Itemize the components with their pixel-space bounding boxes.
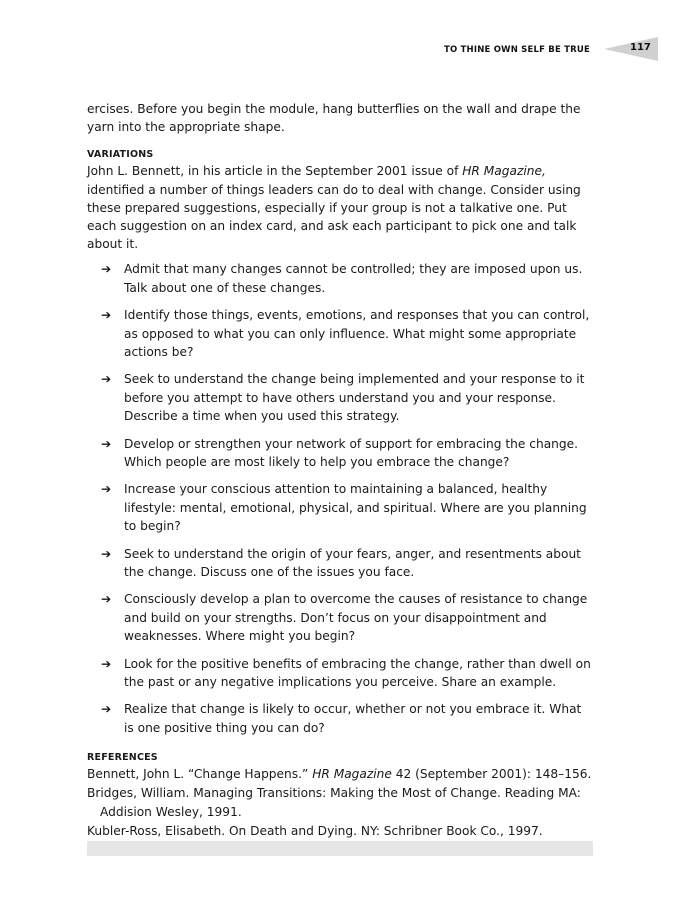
- page-content: [87, 100, 593, 841]
- list-item: [87, 370, 593, 425]
- variations-heading: VARIATIONS: [87, 149, 154, 161]
- list-item: [87, 700, 593, 736]
- list-item-text: Consciously develop a plan to overcome the causes of resistance to change and build on your strengths. Don’t focus on your disappointment and weaknesses. Where might you begin?: [124, 592, 588, 643]
- list-item: [87, 306, 593, 361]
- running-title: TO THINE OWN SELF BE TRUE: [443, 45, 590, 55]
- list-item-text: Realize that change is likely to occur, whether or not you embrace it. What is one positive thing you can do?: [124, 702, 582, 735]
- arrow-icon: ➔: [101, 656, 112, 671]
- suggestions-list: [87, 260, 593, 736]
- variations-text-before: John L. Bennett, in his article in the September 2001 issue of: [87, 164, 463, 179]
- list-item-text: Seek to understand the change being implemented and your response to it before you attempt to have others understand you and your response. Describe a time when you used this strategy.: [124, 372, 585, 423]
- reference-item: Bridges, William. Managing Transitions: Making the Most of Change. Reading MA: Addision Wesley, 1991.: [87, 785, 581, 819]
- footer-bar: [87, 841, 593, 856]
- reference-text: 42 (September 2001): 148–156.: [391, 766, 592, 781]
- arrow-icon: ➔: [101, 436, 112, 451]
- list-item-text: Develop or strengthen your network of support for embracing the change. Which people are most likely to help you embrace the change?: [124, 436, 578, 469]
- variations-paragraph: [87, 162, 593, 253]
- reference-text: Bennett, John L. “Change Happens.”: [87, 766, 313, 781]
- page-header: [0, 37, 678, 63]
- list-item-text: Look for the positive benefits of embracing the change, rather than dwell on the past or any negative implications you perceive. Share an example.: [124, 656, 591, 689]
- arrow-icon: ➔: [101, 262, 112, 277]
- arrow-icon: ➔: [101, 372, 112, 387]
- magazine-title: HR Magazine,: [462, 164, 546, 179]
- arrow-icon: ➔: [101, 702, 112, 717]
- list-item: [87, 545, 593, 581]
- arrow-icon: ➔: [101, 482, 112, 497]
- list-item-text: Increase your conscious attention to maintaining a balanced, healthy lifestyle: mental, emotional, physical, and spiritual. Where are you planning to begin?: [124, 482, 587, 533]
- arrow-icon: ➔: [101, 308, 112, 323]
- list-item: [87, 655, 593, 691]
- reference-journal: HR Magazine: [312, 766, 392, 781]
- page-number: 117: [630, 42, 651, 53]
- arrow-icon: ➔: [101, 592, 112, 607]
- list-item: [87, 260, 593, 296]
- list-item-text: Seek to understand the origin of your fears, anger, and resentments about the change. Discuss one of the issues you face.: [124, 546, 581, 579]
- list-item-text: Identify those things, events, emotions, and responses that you can control, as opposed to what you can only influence. What might some appropriate actions be?: [124, 308, 590, 359]
- arrow-icon: ➔: [101, 546, 112, 561]
- list-item-text: Admit that many changes cannot be controlled; they are imposed upon us. Talk about one of these changes.: [124, 262, 583, 295]
- variations-text-after: identified a number of things leaders can do to deal with change. Consider using these prepared suggestions, especially if your group is not a talkative one. Put each suggestion on an index card, and ask each participant to pick one and talk about it.: [87, 182, 581, 252]
- references-heading: REFERENCES: [87, 751, 158, 763]
- reference-item: [87, 765, 593, 784]
- list-item: [87, 435, 593, 471]
- reference-item: Kubler-Ross, Elisabeth. On Death and Dying. NY: Schribner Book Co., 1997.: [87, 823, 543, 838]
- list-item: [87, 590, 593, 645]
- intro-paragraph: ercises. Before you begin the module, hang butterflies on the wall and drape the yarn into the appropriate shape.: [87, 102, 581, 135]
- list-item: [87, 480, 593, 535]
